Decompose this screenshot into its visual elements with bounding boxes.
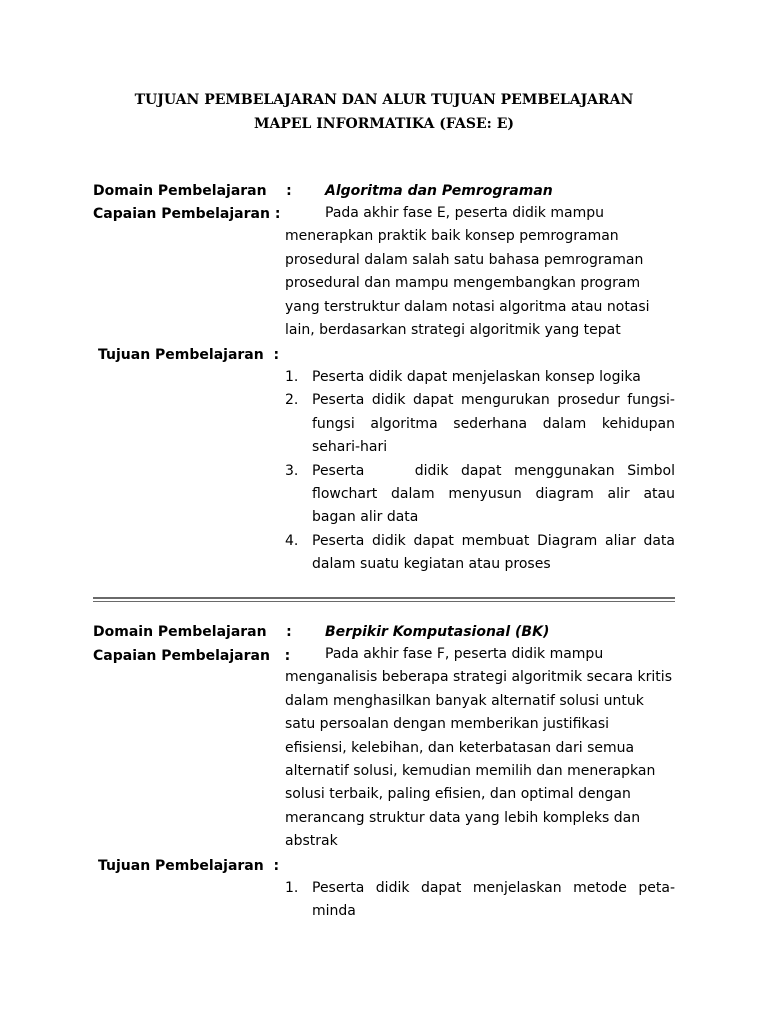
domain-value: Algoritma dan Pemrograman [325, 183, 553, 199]
tujuan-list [285, 366, 680, 577]
domain-value: Berpikir Komputasional (BK) [325, 624, 550, 640]
list-item: 3. Peserta didik dapat menggunakan Simbol flowchart dalam menyusun diagram alir atau bagan alir data [285, 462, 680, 526]
document-title-line-1: TUJUAN PEMBELAJARAN DAN ALUR TUJUAN PEMBELAJARAN [134, 92, 634, 108]
capaian-label: Capaian Pembelajaran : [93, 206, 281, 222]
tujuan-list [285, 877, 675, 924]
domain-label: Domain Pembelajaran : [93, 624, 292, 640]
capaian-text: Pada akhir fase E, peserta didik mampu menerapkan praktik baik konsep pemrograman prosedural dalam salah satu bahasa pemrograman prosedural dan mampu mengembangkan program yang terstruktur dalam notasi algoritma atau notasi lain, berdasarkan strategi algoritmik yang tepat [285, 205, 650, 339]
tujuan-label: Tujuan Pembelajaran : [98, 858, 280, 874]
list-item: 1. Peserta didik dapat menjelaskan konsep logika [285, 369, 641, 385]
capaian-text: Pada akhir fase F, peserta didik mampu menganalisis beberapa strategi algoritmik secara kritis dalam menghasilkan banyak alternatif solusi untuk satu persoalan dengan memberikan justifikasi efisiensi, kelebihan, dan keterbatasan dari semua alternatif solusi, kemudian memilih dan menerapkan solusi terbaik, paling efisien, dan optimal dengan merancang struktur data yang lebih kompleks dan abstrak [285, 646, 672, 850]
capaian-label: Capaian Pembelajaran : [93, 648, 291, 664]
document-title-line-2: MAPEL INFORMATIKA (FASE: E) [253, 116, 514, 132]
list-item: 4. Peserta didik dapat membuat Diagram aliar data dalam suatu kegiatan atau proses [285, 532, 675, 573]
section-divider [93, 601, 675, 602]
tujuan-label: Tujuan Pembelajaran : [98, 347, 280, 363]
list-item: 1. Peserta didik dapat menjelaskan metode peta-minda [285, 880, 675, 920]
section-divider [93, 597, 675, 599]
list-item: 2. Peserta didik dapat mengurukan prosedur fungsi-fungsi algoritma sederhana dalam kehidupan sehari-hari [285, 392, 675, 456]
domain-label: Domain Pembelajaran : [93, 183, 292, 199]
